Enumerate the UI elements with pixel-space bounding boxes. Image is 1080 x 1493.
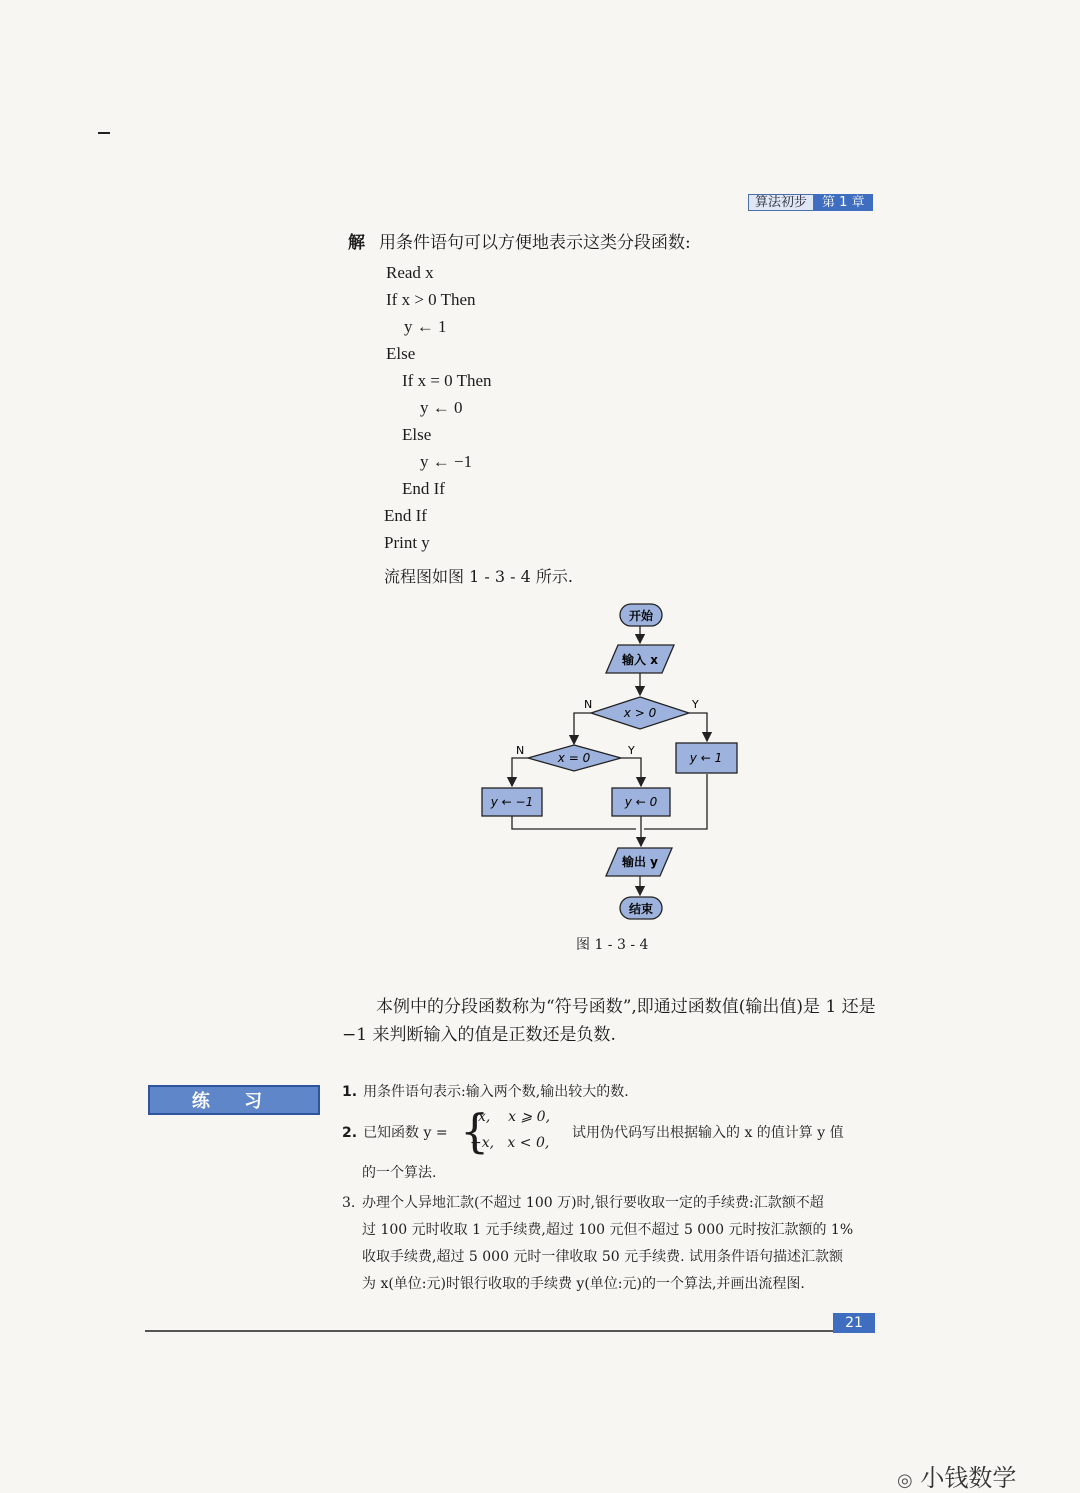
code-line: Else	[402, 425, 432, 444]
flow-end-text: 结束	[628, 902, 654, 916]
code-line: End If	[384, 506, 427, 525]
code-line: Else	[386, 344, 416, 363]
solution-intro	[348, 228, 691, 253]
code-line: y ← 0	[420, 398, 463, 417]
exercise-text: 为 x(单位:元)时银行收取的手续费 y(单位:元)的一个算法,并画出流程图.	[362, 1276, 805, 1292]
explanation-paragraph: 本例中的分段函数称为“符号函数”,即通过函数值(输出值)是 1 还是 −1 来判断输入的值是正数还是负数.	[342, 997, 876, 1045]
page-number: 21	[833, 1313, 875, 1333]
exercise-text: 用条件语句表示:输入两个数,输出较大的数.	[363, 1084, 629, 1100]
header-section: 算法初步	[748, 194, 814, 211]
code-line: If x > 0 Then	[386, 290, 476, 309]
exercise-number: 1.	[342, 1084, 358, 1100]
wechat-icon: ◎	[897, 1470, 913, 1491]
solution-label: 解	[348, 233, 365, 253]
code-line: If x = 0 Then	[402, 371, 492, 390]
flow-decision-positive-text: x > 0	[623, 706, 657, 720]
code-line: y ← −1	[420, 452, 473, 471]
footer-rule	[145, 1330, 875, 1332]
exercise-text: 过 100 元时收取 1 元手续费,超过 100 元但不超过 5 000 元时按汇款额的 1%	[362, 1222, 854, 1238]
exercise-number: 3.	[342, 1195, 356, 1211]
piecewise-case: x, x ⩾ 0,	[478, 1109, 551, 1125]
exercise-number: 2.	[342, 1125, 358, 1141]
running-header	[748, 194, 873, 211]
flow-no-label: N	[584, 698, 593, 711]
piecewise-case: −x, x < 0,	[470, 1135, 550, 1151]
practice-banner: 练 习	[148, 1085, 320, 1115]
flow-assign-zero-text: y ← 0	[624, 795, 658, 809]
flow-output-text: 输出 y	[621, 855, 659, 869]
flow-start-text: 开始	[628, 609, 654, 623]
flowchart	[470, 598, 723, 928]
code-line: Print y	[384, 533, 430, 552]
flow-decision-zero-text: x = 0	[557, 751, 591, 765]
exercise-text: 试用伪代码写出根据输入的 x 的值计算 y 值	[572, 1125, 844, 1141]
exercise-text: 办理个人异地汇款(不超过 100 万)时,银行要收取一定的手续费:汇款额不超	[362, 1195, 824, 1211]
flow-no-label: N	[516, 744, 525, 757]
exercise-text: 已知函数 y =	[363, 1125, 448, 1141]
header-chapter: 第 1 章	[814, 194, 873, 211]
figure-caption: 图 1 - 3 - 4	[576, 937, 649, 953]
code-line: y ← 1	[404, 317, 447, 336]
solution-text: 用条件语句可以方便地表示这类分段函数:	[379, 233, 691, 253]
watermark-text: 小钱数学	[920, 1464, 1017, 1492]
code-line: Read x	[386, 263, 434, 282]
exercise-text: 收取手续费,超过 5 000 元时一律收取 50 元手续费. 试用条件语句描述汇款额	[362, 1249, 844, 1265]
flow-yes-label: Y	[628, 744, 635, 757]
piecewise-brace: {	[460, 1104, 490, 1158]
code-line: End If	[402, 479, 445, 498]
exercise-text: 的一个算法.	[362, 1165, 437, 1181]
margin-mark	[98, 132, 110, 134]
flowchart-reference: 流程图如图 1 - 3 - 4 所示.	[384, 567, 573, 586]
watermark	[897, 1458, 1016, 1493]
flow-yes-label: Y	[692, 698, 699, 711]
exercise-2-lead	[342, 1120, 448, 1147]
flow-assign-negative-text: y ← −1	[490, 795, 534, 809]
flow-assign-positive-text: y ← 1	[689, 751, 723, 765]
exercise-1	[342, 1079, 629, 1106]
flow-input-text: 输入 x	[622, 653, 658, 667]
